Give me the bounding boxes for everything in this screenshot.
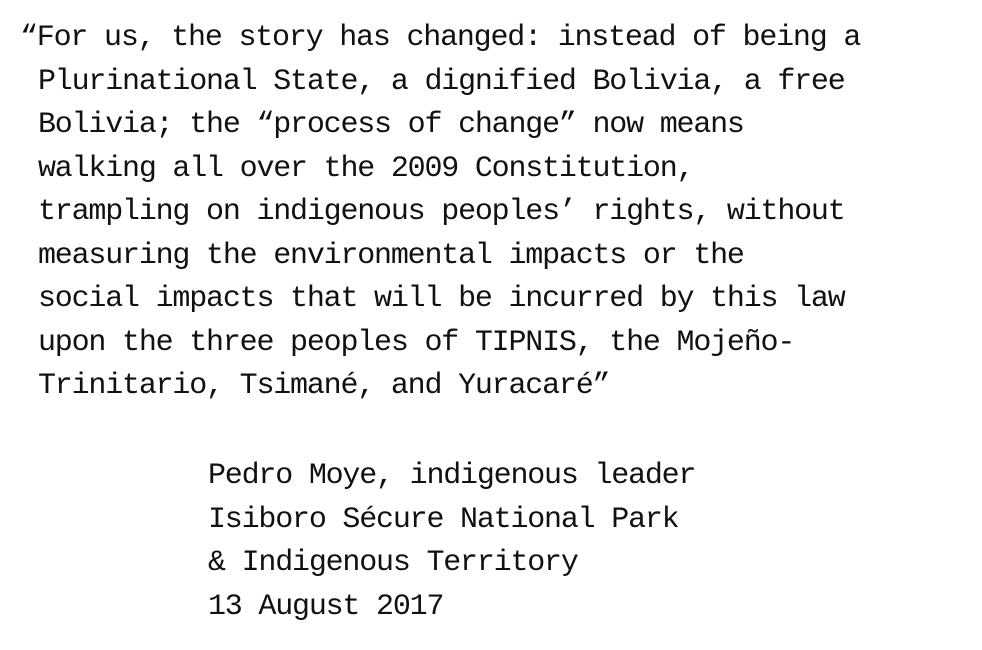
quote-line: Bolivia; the “process of change” now means <box>38 108 744 142</box>
attribution-place-continued: & Indigenous Territory <box>208 546 578 580</box>
quote-line: upon the three peoples of TIPNIS, the Mojeño- <box>38 325 795 360</box>
attribution-place: Isiboro Sécure National Park <box>208 502 679 537</box>
attribution-block <box>208 455 908 629</box>
attribution-date: 13 August 2017 <box>208 589 444 624</box>
quote-line: social impacts that will be incurred by this law <box>38 282 845 316</box>
quote-line: Plurinational State, a dignified Bolivia, a free <box>38 64 845 99</box>
quote-line: measuring the environmental impacts or the <box>38 238 744 273</box>
quote-block <box>20 17 970 409</box>
quote-line: walking all over the 2009 Constitution, <box>38 151 694 186</box>
attribution-name: Pedro Moye, indigenous leader <box>208 459 696 493</box>
quote-line: Trinitario, Tsimané, and Yuracaré” <box>38 369 610 403</box>
quote-line: “For us, the story has changed: instead of being a <box>20 21 861 55</box>
quote-line: trampling on indigenous peoples’ rights, without <box>38 195 845 229</box>
